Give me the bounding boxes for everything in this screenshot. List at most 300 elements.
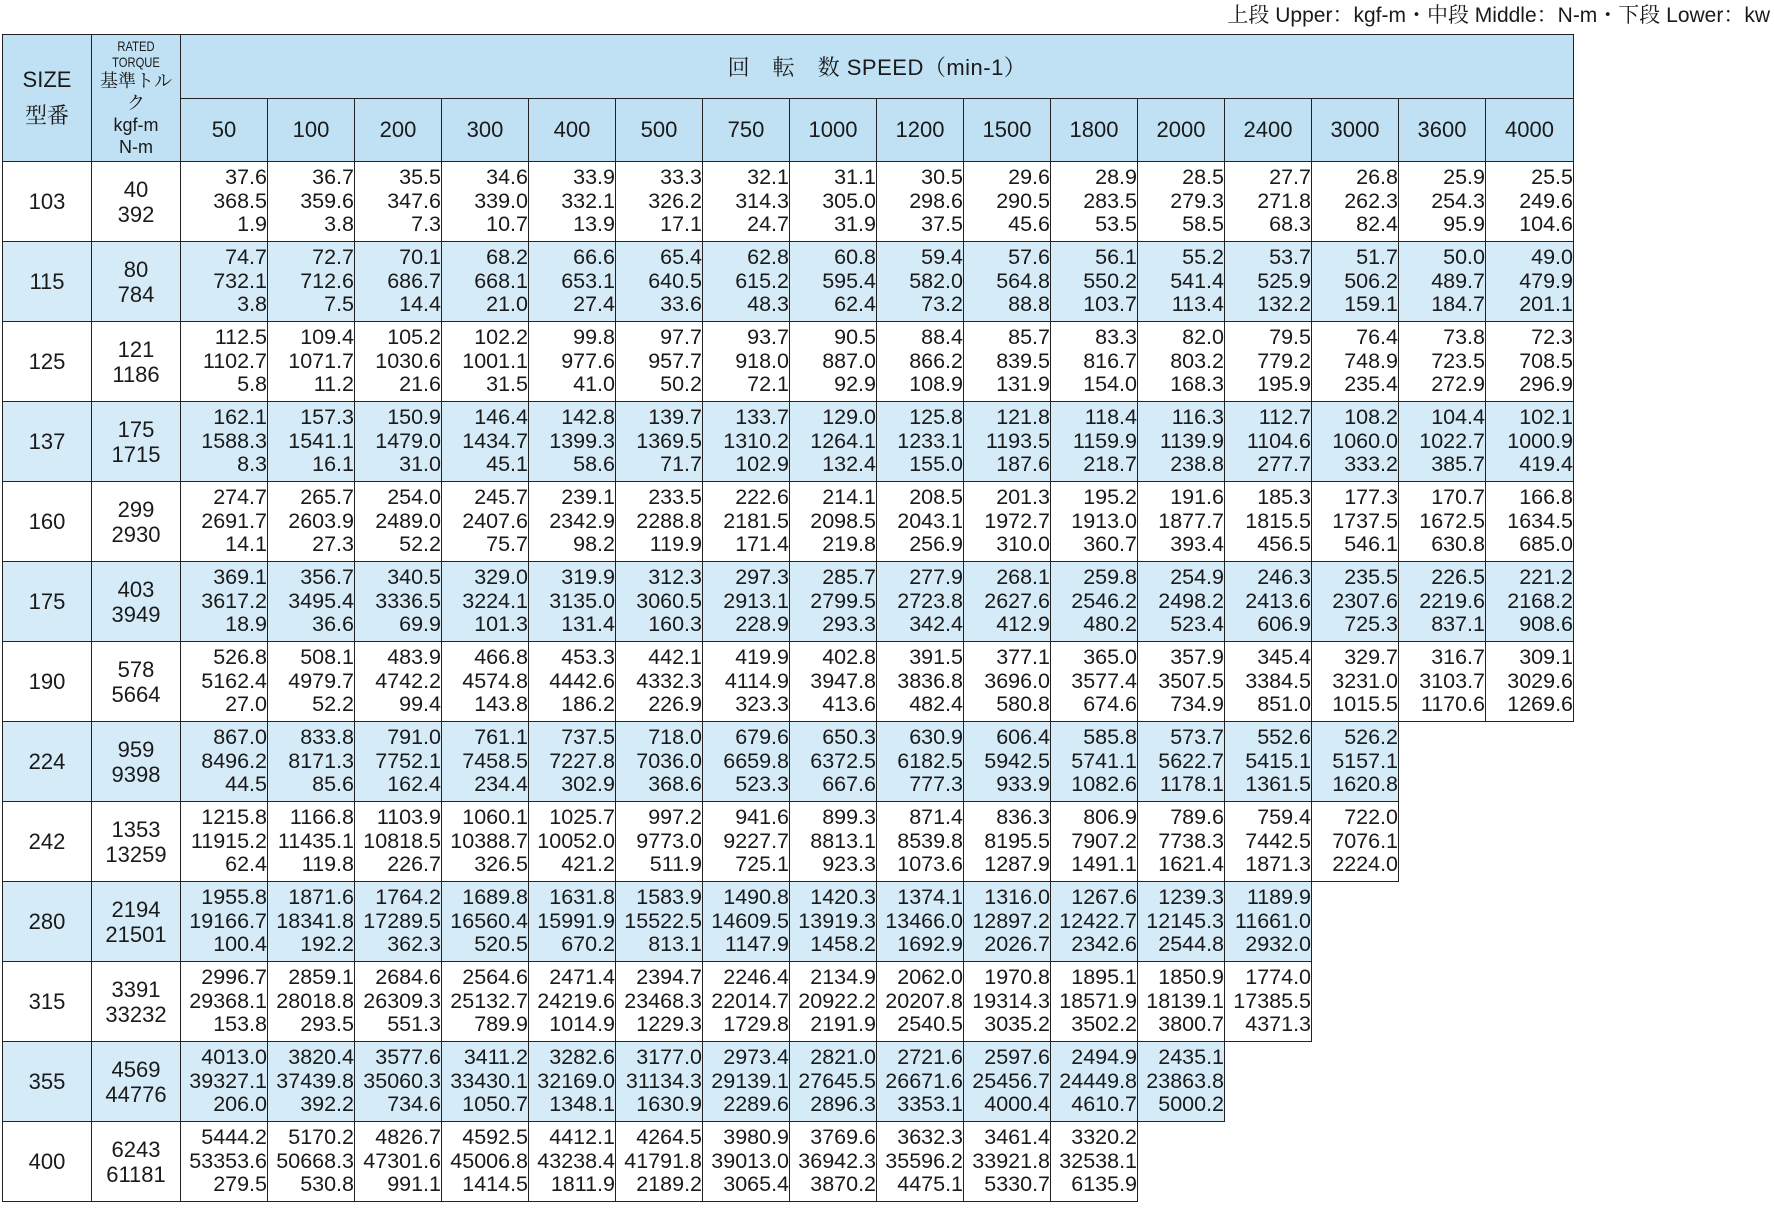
rated-torque-cell <box>92 642 181 722</box>
value-lower: 1269.6 <box>1507 692 1573 717</box>
value-upper: 2721.6 <box>897 1045 963 1070</box>
value-middle: 279.3 <box>1170 188 1224 213</box>
value-upper: 104.4 <box>1431 405 1485 430</box>
value-upper: 254.9 <box>1170 565 1224 590</box>
value-cell <box>1312 802 1399 882</box>
value-upper: 93.7 <box>747 325 789 350</box>
value-upper: 2471.4 <box>549 965 615 990</box>
value-cell <box>1225 322 1312 402</box>
value-cell <box>964 402 1051 482</box>
value-cell <box>1225 962 1312 1042</box>
value-upper: 25.5 <box>1531 165 1573 190</box>
value-cell <box>355 562 442 642</box>
size-header <box>3 35 92 162</box>
value-lower: 4000.4 <box>984 1092 1050 1117</box>
value-lower: 8.3 <box>237 452 267 477</box>
value-cell <box>877 802 964 882</box>
value-upper: 466.8 <box>474 645 528 670</box>
value-cell <box>1312 642 1399 722</box>
value-lower: 68.3 <box>1269 212 1311 237</box>
value-middle: 17385.5 <box>1233 988 1311 1013</box>
torque-unit-nm: N-m <box>119 137 153 157</box>
rated-torque-cell <box>92 482 181 562</box>
value-lower: 421.2 <box>561 852 615 877</box>
value-upper: 28.9 <box>1095 165 1137 190</box>
value-middle: 1001.1 <box>462 348 528 373</box>
value-middle: 12145.3 <box>1146 908 1224 933</box>
value-cell <box>1486 562 1574 642</box>
value-lower: 3800.7 <box>1158 1012 1224 1037</box>
value-lower: 88.8 <box>1008 292 1050 317</box>
empty-cell <box>1312 1122 1399 1202</box>
value-lower: 1015.5 <box>1332 692 1398 717</box>
value-cell <box>964 562 1051 642</box>
value-cell <box>703 322 790 402</box>
value-upper: 55.2 <box>1182 245 1224 270</box>
value-lower: 75.7 <box>486 532 528 557</box>
value-lower: 6135.9 <box>1071 1172 1137 1197</box>
value-middle: 1399.3 <box>549 428 615 453</box>
value-middle: 33921.8 <box>972 1148 1050 1173</box>
value-upper: 2062.0 <box>897 965 963 990</box>
value-cell <box>1225 482 1312 562</box>
value-lower: 813.1 <box>648 932 702 957</box>
value-middle: 3103.7 <box>1419 668 1485 693</box>
value-upper: 630.9 <box>909 725 963 750</box>
value-cell <box>790 482 877 562</box>
empty-cell <box>1312 1042 1399 1122</box>
value-upper: 34.6 <box>486 165 528 190</box>
value-upper: 112.5 <box>214 325 267 350</box>
value-cell <box>616 1122 703 1202</box>
rated-torque-nm: 1715 <box>111 441 161 467</box>
empty-cell <box>1399 1042 1486 1122</box>
value-lower: 279.5 <box>213 1172 267 1197</box>
value-upper: 62.8 <box>747 245 789 270</box>
speed-col-header: 1800 <box>1051 99 1138 162</box>
value-middle: 359.6 <box>300 188 354 213</box>
value-lower: 31.0 <box>399 452 441 477</box>
value-cell <box>964 722 1051 802</box>
empty-cell <box>1486 882 1574 962</box>
size-header-en: SIZE <box>22 67 72 92</box>
value-middle: 779.2 <box>1257 348 1311 373</box>
rated-torque-cell <box>92 722 181 802</box>
value-middle: 3060.5 <box>636 588 702 613</box>
value-lower: 2026.7 <box>984 932 1050 957</box>
value-upper: 79.5 <box>1269 325 1311 350</box>
value-cell <box>442 722 529 802</box>
value-lower: 2289.6 <box>723 1092 789 1117</box>
value-upper: 1850.9 <box>1158 965 1224 990</box>
value-upper: 121.8 <box>996 405 1050 430</box>
value-cell <box>877 1122 964 1202</box>
value-cell <box>1312 162 1399 242</box>
value-middle: 8195.5 <box>984 828 1050 853</box>
value-upper: 33.9 <box>573 165 615 190</box>
value-lower: 385.7 <box>1431 452 1485 477</box>
value-middle: 2181.5 <box>723 508 789 533</box>
rated-torque-cell <box>92 242 181 322</box>
speed-col-header: 400 <box>529 99 616 162</box>
value-middle: 347.6 <box>387 188 441 213</box>
value-middle: 332.1 <box>561 188 615 213</box>
value-cell <box>1225 642 1312 722</box>
value-cell <box>1225 882 1312 962</box>
value-cell <box>181 562 268 642</box>
value-cell <box>442 402 529 482</box>
value-lower: 153.8 <box>213 1012 267 1037</box>
value-cell <box>790 962 877 1042</box>
value-cell <box>1399 162 1486 242</box>
value-middle: 15522.5 <box>624 908 702 933</box>
rated-torque-kgf: 4569 <box>111 1056 161 1082</box>
value-upper: 5444.2 <box>201 1125 267 1150</box>
value-cell <box>1138 482 1225 562</box>
value-upper: 74.7 <box>225 245 267 270</box>
value-upper: 1316.0 <box>984 885 1050 910</box>
value-upper: 68.2 <box>486 245 528 270</box>
value-lower: 1082.6 <box>1071 772 1137 797</box>
value-upper: 239.1 <box>561 485 615 510</box>
value-upper: 85.7 <box>1008 325 1050 350</box>
value-middle: 686.7 <box>387 268 441 293</box>
value-middle: 2342.9 <box>549 508 615 533</box>
value-upper: 245.7 <box>474 485 528 510</box>
rated-torque-kgf: 80 <box>123 256 149 282</box>
value-upper: 35.5 <box>399 165 441 190</box>
value-lower: 2189.2 <box>636 1172 702 1197</box>
value-lower: 272.9 <box>1431 372 1485 397</box>
value-middle: 1030.6 <box>375 348 441 373</box>
value-upper: 265.7 <box>300 485 354 510</box>
value-middle: 2723.8 <box>897 588 963 613</box>
value-upper: 2394.7 <box>636 965 702 990</box>
value-upper: 585.8 <box>1083 725 1137 750</box>
value-upper: 3820.4 <box>288 1045 354 1070</box>
value-middle: 887.0 <box>822 348 876 373</box>
value-cell <box>268 802 355 882</box>
value-upper: 56.1 <box>1095 245 1137 270</box>
value-upper: 329.7 <box>1344 645 1398 670</box>
speed-col-header: 300 <box>442 99 529 162</box>
value-cell <box>181 882 268 962</box>
value-lower: 58.6 <box>573 452 615 477</box>
value-upper: 2684.6 <box>375 965 441 990</box>
rated-torque-cell <box>92 322 181 402</box>
value-cell <box>529 162 616 242</box>
value-lower: 171.4 <box>735 532 789 557</box>
value-cell <box>181 482 268 562</box>
value-middle: 2168.2 <box>1507 588 1573 613</box>
value-middle: 254.3 <box>1431 188 1485 213</box>
value-cell <box>442 802 529 882</box>
empty-cell <box>1486 1042 1574 1122</box>
value-cell <box>529 562 616 642</box>
value-upper: 166.8 <box>1519 485 1573 510</box>
value-cell <box>268 162 355 242</box>
value-upper: 297.3 <box>735 565 789 590</box>
value-middle: 8496.2 <box>201 748 267 773</box>
rated-torque-kgf: 175 <box>117 416 155 442</box>
value-lower: 293.5 <box>300 1012 354 1037</box>
value-lower: 99.4 <box>399 692 441 717</box>
value-middle: 2407.6 <box>462 508 528 533</box>
value-lower: 45.6 <box>1008 212 1050 237</box>
value-lower: 132.4 <box>822 452 876 477</box>
speed-col-header: 750 <box>703 99 790 162</box>
value-upper: 73.8 <box>1443 325 1485 350</box>
table-row <box>3 1042 1574 1122</box>
value-cell <box>964 642 1051 722</box>
value-upper: 1215.8 <box>201 805 267 830</box>
value-middle: 1233.1 <box>897 428 963 453</box>
value-cell <box>703 882 790 962</box>
value-cell <box>703 962 790 1042</box>
value-cell <box>355 882 442 962</box>
value-lower: 362.3 <box>387 932 441 957</box>
value-cell <box>355 802 442 882</box>
value-cell <box>1051 882 1138 962</box>
value-upper: 133.7 <box>735 405 789 430</box>
value-lower: 3870.2 <box>810 1172 876 1197</box>
value-middle: 4332.3 <box>636 668 702 693</box>
value-cell <box>877 482 964 562</box>
value-middle: 18571.9 <box>1059 988 1137 1013</box>
value-upper: 191.6 <box>1170 485 1224 510</box>
value-cell <box>442 322 529 402</box>
value-lower: 520.5 <box>474 932 528 957</box>
empty-cell <box>1486 962 1574 1042</box>
value-middle: 368.5 <box>213 188 267 213</box>
value-cell <box>790 722 877 802</box>
value-lower: 53.5 <box>1095 212 1137 237</box>
value-lower: 725.1 <box>735 852 789 877</box>
value-upper: 3461.4 <box>984 1125 1050 1150</box>
value-cell <box>529 642 616 722</box>
value-lower: 5000.2 <box>1158 1092 1224 1117</box>
value-lower: 168.3 <box>1170 372 1224 397</box>
value-middle: 1264.1 <box>810 428 876 453</box>
value-cell <box>181 642 268 722</box>
value-cell <box>355 642 442 722</box>
value-cell <box>268 962 355 1042</box>
value-middle: 1541.1 <box>288 428 354 453</box>
value-lower: 277.7 <box>1257 452 1311 477</box>
value-upper: 83.3 <box>1095 325 1137 350</box>
empty-cell <box>1399 802 1486 882</box>
value-middle: 732.1 <box>213 268 267 293</box>
value-cell <box>181 242 268 322</box>
value-cell <box>529 1122 616 1202</box>
value-cell <box>442 1122 529 1202</box>
value-cell <box>1138 162 1225 242</box>
value-upper: 2973.4 <box>723 1045 789 1070</box>
value-middle: 7752.1 <box>375 748 441 773</box>
value-upper: 2134.9 <box>810 965 876 990</box>
value-cell <box>1399 482 1486 562</box>
value-upper: 442.1 <box>648 645 702 670</box>
value-middle: 3577.4 <box>1071 668 1137 693</box>
table-row <box>3 1122 1574 1202</box>
rated-torque-nm: 392 <box>117 201 155 227</box>
value-middle: 45006.8 <box>450 1148 528 1173</box>
value-cell <box>616 162 703 242</box>
value-upper: 108.2 <box>1344 405 1398 430</box>
value-middle: 305.0 <box>822 188 876 213</box>
speed-col-header: 200 <box>355 99 442 162</box>
size-cell: 160 <box>3 482 92 562</box>
value-lower: 546.1 <box>1344 532 1398 557</box>
value-middle: 7036.0 <box>636 748 702 773</box>
value-cell <box>964 802 1051 882</box>
value-cell <box>790 562 877 642</box>
value-cell <box>1051 242 1138 322</box>
value-cell <box>442 162 529 242</box>
value-upper: 97.7 <box>660 325 702 350</box>
value-middle: 1972.7 <box>984 508 1050 533</box>
value-cell <box>268 322 355 402</box>
value-cell <box>1486 322 1574 402</box>
value-middle: 6659.8 <box>723 748 789 773</box>
value-upper: 1764.2 <box>375 885 441 910</box>
value-cell <box>1138 802 1225 882</box>
value-upper: 3177.0 <box>636 1045 702 1070</box>
value-cell <box>877 642 964 722</box>
value-cell <box>703 162 790 242</box>
value-upper: 277.9 <box>909 565 963 590</box>
value-lower: 551.3 <box>387 1012 441 1037</box>
value-lower: 58.5 <box>1182 212 1224 237</box>
value-cell <box>1399 322 1486 402</box>
value-middle: 9227.7 <box>723 828 789 853</box>
value-lower: 606.9 <box>1257 612 1311 637</box>
value-middle: 15991.9 <box>537 908 615 933</box>
value-cell <box>703 802 790 882</box>
value-lower: 159.1 <box>1344 292 1398 317</box>
value-middle: 653.1 <box>561 268 615 293</box>
value-upper: 573.7 <box>1170 725 1224 750</box>
value-middle: 479.9 <box>1519 268 1573 293</box>
value-lower: 3.8 <box>237 292 267 317</box>
rated-torque-header-jp: 基準トルク <box>100 71 172 113</box>
units-note: 上段 Upper：kgf-m・中段 Middle：N-m・下段 Lower：kw <box>1227 4 1770 27</box>
value-middle: 4114.9 <box>724 668 789 693</box>
value-lower: 1458.2 <box>810 932 876 957</box>
value-middle: 1369.5 <box>636 428 702 453</box>
value-middle: 31134.3 <box>625 1068 702 1093</box>
value-middle: 541.4 <box>1170 268 1224 293</box>
value-cell <box>1051 322 1138 402</box>
value-lower: 228.9 <box>735 612 789 637</box>
value-cell <box>1399 562 1486 642</box>
value-middle: 1104.6 <box>1246 428 1311 453</box>
rated-torque-kgf: 121 <box>117 336 155 362</box>
value-cell <box>181 722 268 802</box>
value-lower: 393.4 <box>1170 532 1224 557</box>
value-cell <box>616 802 703 882</box>
value-cell <box>529 1042 616 1122</box>
rated-torque-nm: 33232 <box>105 1001 167 1027</box>
value-lower: 226.7 <box>387 852 441 877</box>
value-upper: 1970.8 <box>984 965 1050 990</box>
empty-cell <box>1399 1122 1486 1202</box>
value-middle: 35596.2 <box>885 1148 963 1173</box>
value-upper: 789.6 <box>1170 805 1224 830</box>
value-upper: 1774.0 <box>1245 965 1311 990</box>
value-middle: 5157.1 <box>1332 748 1398 773</box>
value-lower: 523.4 <box>1170 612 1224 637</box>
value-middle: 12897.2 <box>972 908 1050 933</box>
value-upper: 1239.3 <box>1158 885 1224 910</box>
value-upper: 2859.1 <box>288 965 354 990</box>
value-upper: 761.1 <box>474 725 528 750</box>
value-upper: 233.5 <box>648 485 702 510</box>
value-cell <box>877 162 964 242</box>
value-upper: 2246.4 <box>723 965 789 990</box>
value-lower: 101.3 <box>474 612 528 637</box>
value-lower: 48.3 <box>747 292 789 317</box>
value-middle: 6372.5 <box>810 748 876 773</box>
value-cell <box>616 402 703 482</box>
value-upper: 1166.8 <box>289 805 354 830</box>
value-lower: 1050.7 <box>462 1092 528 1117</box>
rated-torque-header <box>92 35 181 162</box>
value-lower: 2224.0 <box>1332 852 1398 877</box>
value-upper: 177.3 <box>1344 485 1398 510</box>
value-cell <box>1225 402 1312 482</box>
value-middle: 18139.1 <box>1146 988 1224 1013</box>
value-middle: 14609.5 <box>711 908 789 933</box>
value-cell <box>1051 562 1138 642</box>
value-lower: 1871.3 <box>1245 852 1311 877</box>
value-middle: 23468.3 <box>624 988 702 1013</box>
value-middle: 5415.1 <box>1245 748 1311 773</box>
value-cell <box>529 322 616 402</box>
value-cell <box>703 402 790 482</box>
value-lower: 24.7 <box>747 212 789 237</box>
value-cell <box>268 1042 355 1122</box>
value-lower: 4610.7 <box>1071 1092 1137 1117</box>
value-cell <box>1399 402 1486 482</box>
value-upper: 36.7 <box>312 165 354 190</box>
value-lower: 2932.0 <box>1245 932 1311 957</box>
value-lower: 1620.8 <box>1332 772 1398 797</box>
rated-torque-nm: 3949 <box>111 601 161 627</box>
value-lower: 234.4 <box>474 772 528 797</box>
value-middle: 816.7 <box>1083 348 1137 373</box>
value-middle: 3495.4 <box>288 588 354 613</box>
value-upper: 254.0 <box>387 485 441 510</box>
value-upper: 32.1 <box>747 165 789 190</box>
size-cell: 137 <box>3 402 92 482</box>
value-cell <box>181 962 268 1042</box>
table-row <box>3 562 1574 642</box>
value-upper: 30.5 <box>921 165 963 190</box>
value-cell <box>1051 1122 1138 1202</box>
value-cell <box>964 1042 1051 1122</box>
value-middle: 8539.8 <box>897 828 963 853</box>
value-upper: 1420.3 <box>810 885 876 910</box>
value-upper: 365.0 <box>1083 645 1137 670</box>
value-cell <box>703 562 790 642</box>
value-middle: 3384.5 <box>1245 668 1311 693</box>
value-lower: 21.0 <box>486 292 528 317</box>
value-middle: 3029.6 <box>1507 668 1573 693</box>
value-upper: 72.3 <box>1531 325 1573 350</box>
value-lower: 92.9 <box>834 372 876 397</box>
value-middle: 11661.0 <box>1234 908 1311 933</box>
